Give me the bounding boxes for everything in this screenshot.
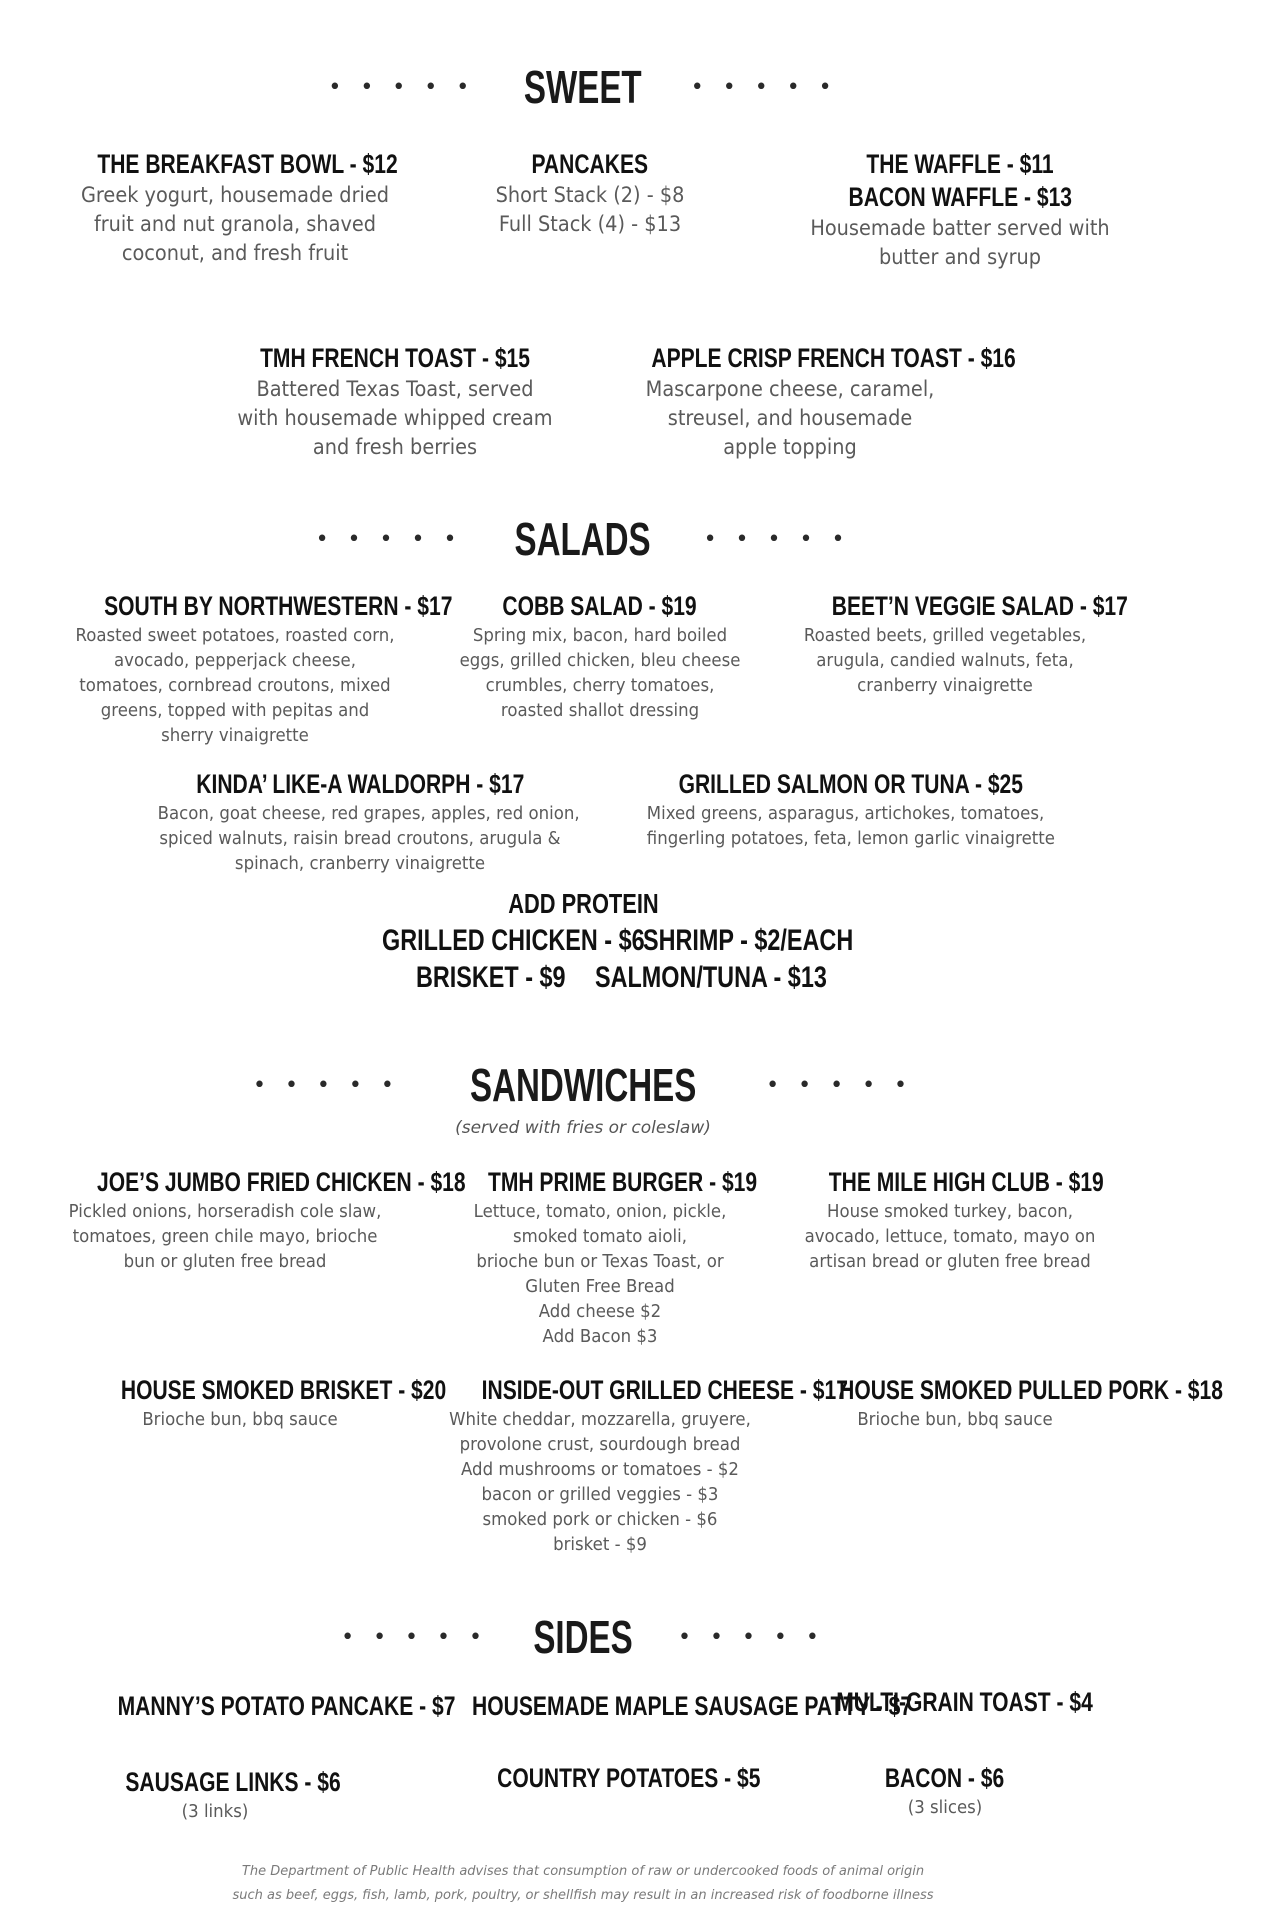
menu-item-cobb-salad <box>440 590 760 723</box>
item-name: HOUSE SMOKED BRISKET - $20 <box>120 1375 447 1405</box>
menu-item-beet-veggie-salad <box>790 590 1128 698</box>
menu-item-grilled-salmon-tuna <box>630 768 1055 851</box>
menu-item-waffle <box>790 148 1130 272</box>
side-sausage-links <box>95 1766 341 1824</box>
item-description: White cheddar, mozzarella, gruyere, provolone crust, sourdough bread Add mushrooms or tomatoes - $2 bacon or grilled veggies - $3 smoked pork or chicken - $6 brisket - $9 <box>449 1409 751 1555</box>
menu-item-breakfast-bowl <box>55 148 415 268</box>
decorative-dots-left: • • • • • <box>252 1072 400 1098</box>
item-name-secondary: BACON WAFFLE - $13 <box>848 182 1072 212</box>
item-name: KINDA’ LIKE-A WALDORPH - $17 <box>195 769 525 799</box>
decorative-dots-right: • • • • • <box>678 1624 825 1650</box>
item-name: HOUSE SMOKED PULLED PORK - $18 <box>839 1375 1223 1405</box>
decorative-dots-right: • • • • • <box>703 526 851 552</box>
item-name: MULTI-GRAIN TOAST - $4 <box>836 1687 1093 1717</box>
item-name: THE MILE HIGH CLUB - $19 <box>828 1167 1104 1197</box>
menu-item-grilled-cheese <box>430 1374 848 1557</box>
item-description: Brioche bun, bbq sauce <box>142 1409 338 1430</box>
item-description: Mascarpone cheese, caramel, streusel, and housemade apple topping <box>645 377 935 459</box>
item-name: SOUTH BY NORTHWESTERN - $17 <box>104 591 453 621</box>
menu-item-south-by-northwestern <box>55 590 453 748</box>
item-description: Brioche bun, bbq sauce <box>857 1409 1053 1430</box>
protein-salmon-tuna: SALMON/TUNA - $13 <box>595 961 827 994</box>
side-country-potatoes <box>460 1762 761 1795</box>
decorative-dots-left: • • • • • <box>341 1624 488 1650</box>
protein-grilled-chicken: GRILLED CHICKEN - $6 <box>382 924 645 957</box>
menu-item-smoked-brisket <box>75 1374 447 1432</box>
health-disclaimer: The Department of Public Health advises that consumption of raw or undercooked foods of animal origin such as beef, eggs, fish, lamb, pork, poultry, or shellfish may result in an increased risk of foodborne illness <box>232 1864 934 1903</box>
item-description: Roasted beets, grilled vegetables, arugula, candied walnuts, feta, cranberry vinaigrette <box>803 625 1087 696</box>
section-title-sweet: SWEET <box>524 61 642 113</box>
side-maple-sausage-patty <box>410 1690 913 1723</box>
menu-item-fried-chicken <box>45 1166 466 1274</box>
item-name: COUNTRY POTATOES - $5 <box>497 1763 761 1793</box>
menu-item-mile-high-club <box>790 1166 1110 1274</box>
menu-item-waldorph <box>140 768 580 876</box>
item-description: Roasted sweet potatoes, roasted corn, avocado, pepperjack cheese, tomatoes, cornbread croutons, mixed greens, topped with pepitas and sherry vinaigrette <box>75 625 395 746</box>
item-description: (3 links) <box>181 1801 249 1822</box>
item-name: BACON - $6 <box>885 1763 1005 1793</box>
menu-item-french-toast <box>215 342 575 462</box>
section-header-salads <box>0 512 1166 566</box>
section-header-sides <box>0 1610 1166 1664</box>
side-multi-grain-toast <box>800 1686 1093 1719</box>
menu-item-prime-burger <box>450 1166 758 1349</box>
item-name: GRILLED SALMON OR TUNA - $25 <box>678 769 1023 799</box>
item-description: Spring mix, bacon, hard boiled eggs, grilled chicken, bleu cheese crumbles, cherry tomatoes, roasted shallot dressing <box>459 625 741 721</box>
side-bacon <box>845 1762 1045 1820</box>
section-title-sandwiches: SANDWICHES <box>469 1059 697 1111</box>
item-name: APPLE CRISP FRENCH TOAST - $16 <box>651 343 1016 373</box>
item-name: BEET’N VEGGIE SALAD - $17 <box>831 591 1128 621</box>
item-name: THE WAFFLE - $11 <box>866 149 1054 179</box>
add-protein-title: ADD PROTEIN <box>507 888 659 919</box>
section-title-sides: SIDES <box>533 1611 633 1663</box>
protein-brisket: BRISKET - $9 <box>416 961 566 994</box>
item-name: TMH FRENCH TOAST - $15 <box>260 343 530 373</box>
section-header-sandwiches <box>0 1058 1166 1112</box>
item-name: HOUSEMADE MAPLE SAUSAGE PATTY - $7 <box>472 1691 913 1721</box>
item-name: INSIDE-OUT GRILLED CHEESE - $17 <box>481 1375 848 1405</box>
item-name: SAUSAGE LINKS - $6 <box>125 1767 341 1797</box>
item-name: PANCAKES <box>531 149 649 179</box>
item-description: Mixed greens, asparagus, artichokes, tomatoes, fingerling potatoes, feta, lemon garlic vinaigrette <box>646 803 1055 849</box>
decorative-dots-right: • • • • • <box>690 74 838 100</box>
item-description: Housemade batter served with butter and syrup <box>810 216 1110 269</box>
menu-item-pancakes <box>440 148 740 239</box>
item-name: MANNY’S POTATO PANCAKE - $7 <box>117 1691 456 1721</box>
item-description: Pickled onions, horseradish cole slaw, tomatoes, green chile mayo, brioche bun or gluten free bread <box>68 1201 382 1272</box>
item-name: COBB SALAD - $19 <box>502 591 698 621</box>
item-description: (3 slices) <box>907 1797 983 1818</box>
section-title-salads: SALADS <box>514 513 652 565</box>
item-description: Battered Texas Toast, served with housemade whipped cream and fresh berries <box>237 377 553 459</box>
menu-item-apple-crisp-french-toast <box>600 342 1016 462</box>
sandwiches-subtitle: (served with fries or coleslaw) <box>455 1118 711 1138</box>
section-header-sweet <box>0 60 1166 114</box>
side-potato-pancake <box>70 1690 456 1723</box>
item-description: House smoked turkey, bacon, avocado, lettuce, tomato, mayo on artisan bread or gluten free bread <box>804 1201 1096 1272</box>
protein-shrimp: SHRIMP - $2/EACH <box>643 924 854 957</box>
decorative-dots-left: • • • • • <box>315 526 463 552</box>
decorative-dots-right: • • • • • <box>766 1072 914 1098</box>
item-description: Short Stack (2) - $8 Full Stack (4) - $13 <box>495 183 685 236</box>
item-description: Bacon, goat cheese, red grapes, apples, red onion, spiced walnuts, raisin bread croutons, arugula & spinach, cranberry vinaigrette <box>157 803 580 874</box>
item-description: Greek yogurt, housemade dried fruit and nut granola, shaved coconut, and fresh fruit <box>80 183 390 265</box>
decorative-dots-left: • • • • • <box>328 74 476 100</box>
item-description: Lettuce, tomato, onion, pickle, smoked tomato aioli, brioche bun or Texas Toast, or Gluten Free Bread Add cheese $2 Add Bacon $3 <box>473 1201 727 1347</box>
item-name: JOE’S JUMBO FRIED CHICKEN - $18 <box>96 1167 466 1197</box>
item-name: TMH PRIME BURGER - $19 <box>487 1167 758 1197</box>
menu-item-pulled-pork <box>785 1374 1223 1432</box>
item-name: THE BREAKFAST BOWL - $12 <box>97 149 398 179</box>
